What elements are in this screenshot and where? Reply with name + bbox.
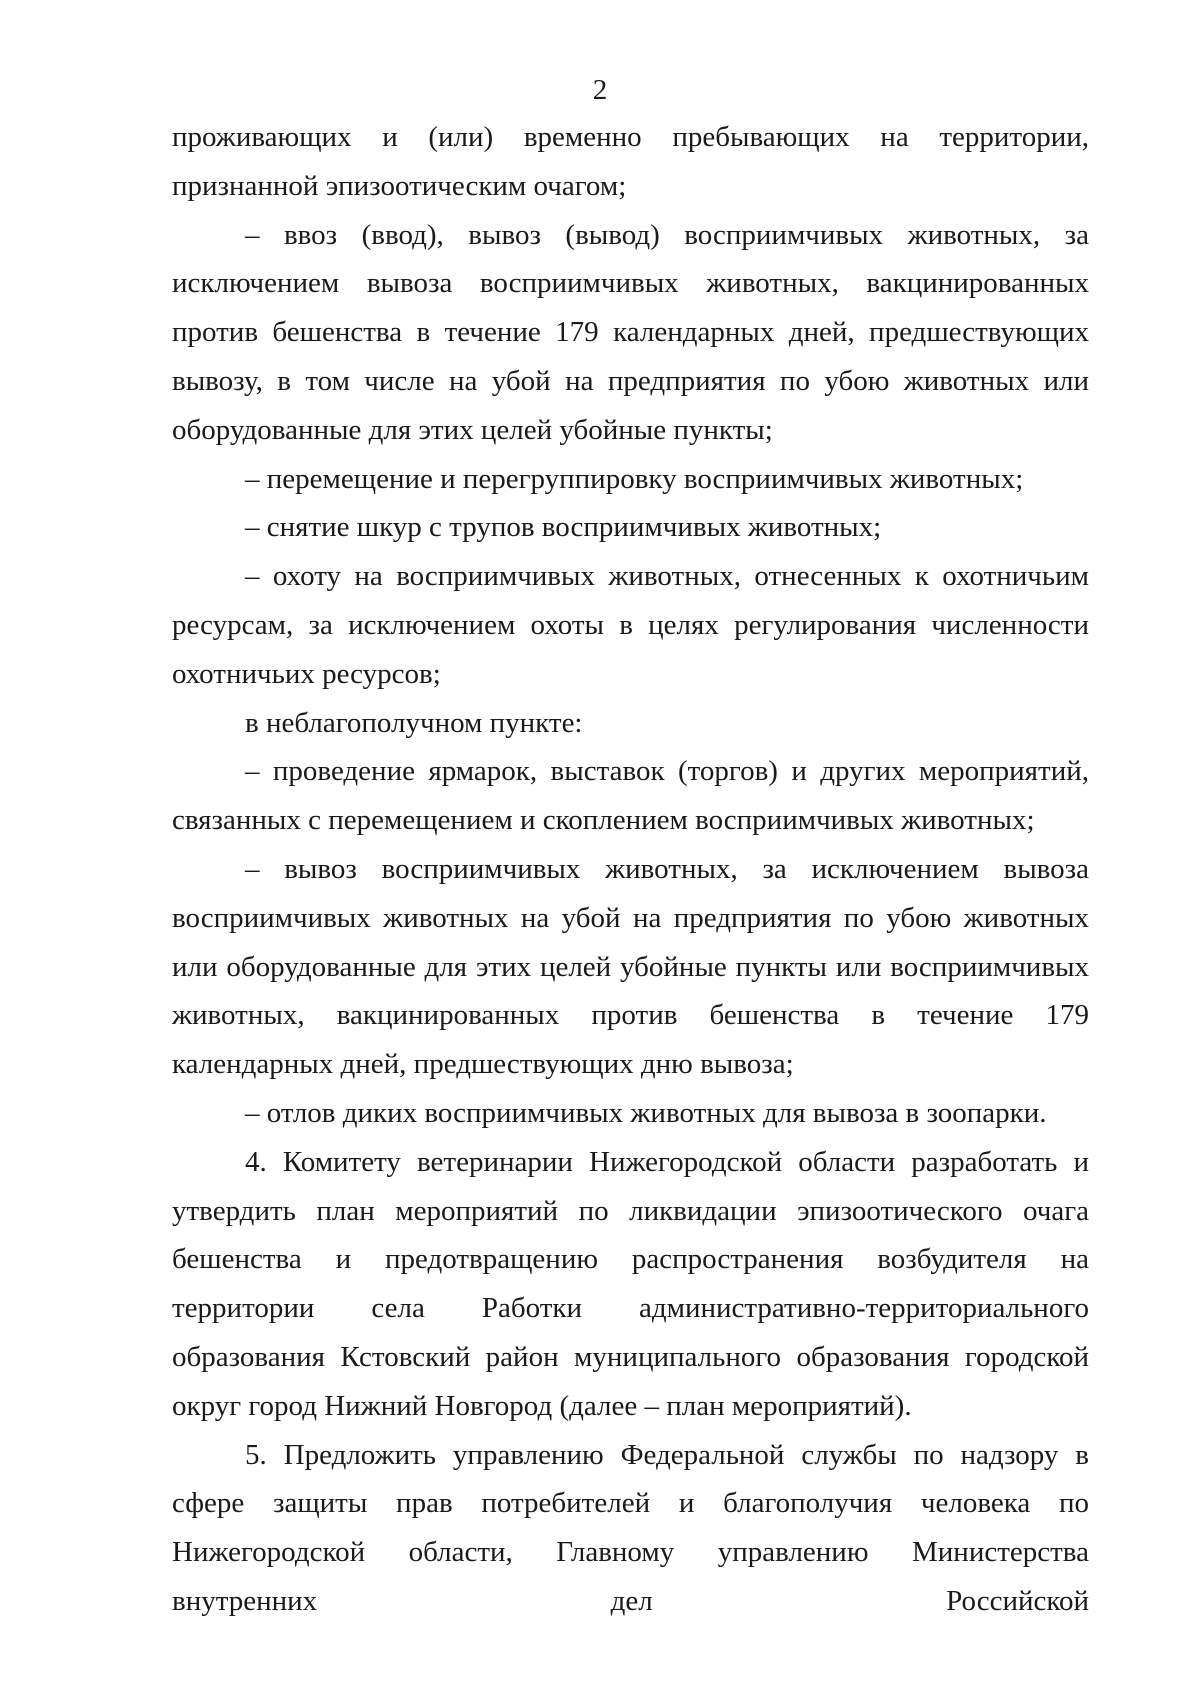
list-item-export: – вывоз восприимчивых животных, за исключением вывоза восприимчивых животных на убой на предприятия по убою животных или оборудованные для этих целей убойные пункты или восприимчивых животных, вакцинированных против бешенства в течение 179 календарных дней, предшествующих дню вывоза; [172, 852, 1089, 1081]
page-number: 2 [592, 74, 608, 106]
list-item-hunting: – охоту на восприимчивых животных, отнесенных к охотничьим ресурсам, за исключением охоты в целях регулирования численности охотничьих ресурсов; [172, 560, 1089, 690]
list-item-relocation: – перемещение и перегруппировку восприимчивых животных; [245, 462, 1024, 495]
list-item-fairs: – проведение ярмарок, выставок (торгов) и других мероприятий, связанных с перемещением и скоплением восприимчивых животных; [172, 755, 1089, 837]
paragraph-item-4: 4. Комитету ветеринарии Нижегородской области разработать и утвердить план мероприятий по ликвидации эпизоотического очага бешенства и предотвращению распространения возбудителя на территории села Работки административно-территориального образования Кстовский район муниципального образования городской округ город Нижний Новгород (далее – план мероприятий). [172, 1145, 1089, 1422]
document-body [172, 113, 1089, 1626]
paragraph-continuation: проживающих и (или) временно пребывающих на территории, признанной эпизоотическим очагом; [172, 121, 1089, 202]
list-item-import-export: – ввоз (ввод), вывоз (вывод) восприимчивых животных, за исключением вывоза восприимчивых животных, вакцинированных против бешенства в течение 179 календарных дней, предшествующих вывозу, в том числе на убой на предприятия по убою животных или оборудованные для этих целей убойные пункты; [172, 218, 1089, 446]
list-item-skinning: – снятие шкур с трупов восприимчивых животных; [245, 511, 882, 544]
paragraph-unfavorable-point: в неблагополучном пункте: [245, 706, 583, 739]
list-item-capture: – отлов диких восприимчивых животных для вывоза в зоопарки. [245, 1096, 1047, 1129]
paragraph-item-5: 5. Предложить управлению Федеральной службы по надзору в сфере защиты прав потребителей и благополучия человека по Нижегородской области, Главному управлению Министерства внутренних дел Российской [172, 1438, 1089, 1617]
